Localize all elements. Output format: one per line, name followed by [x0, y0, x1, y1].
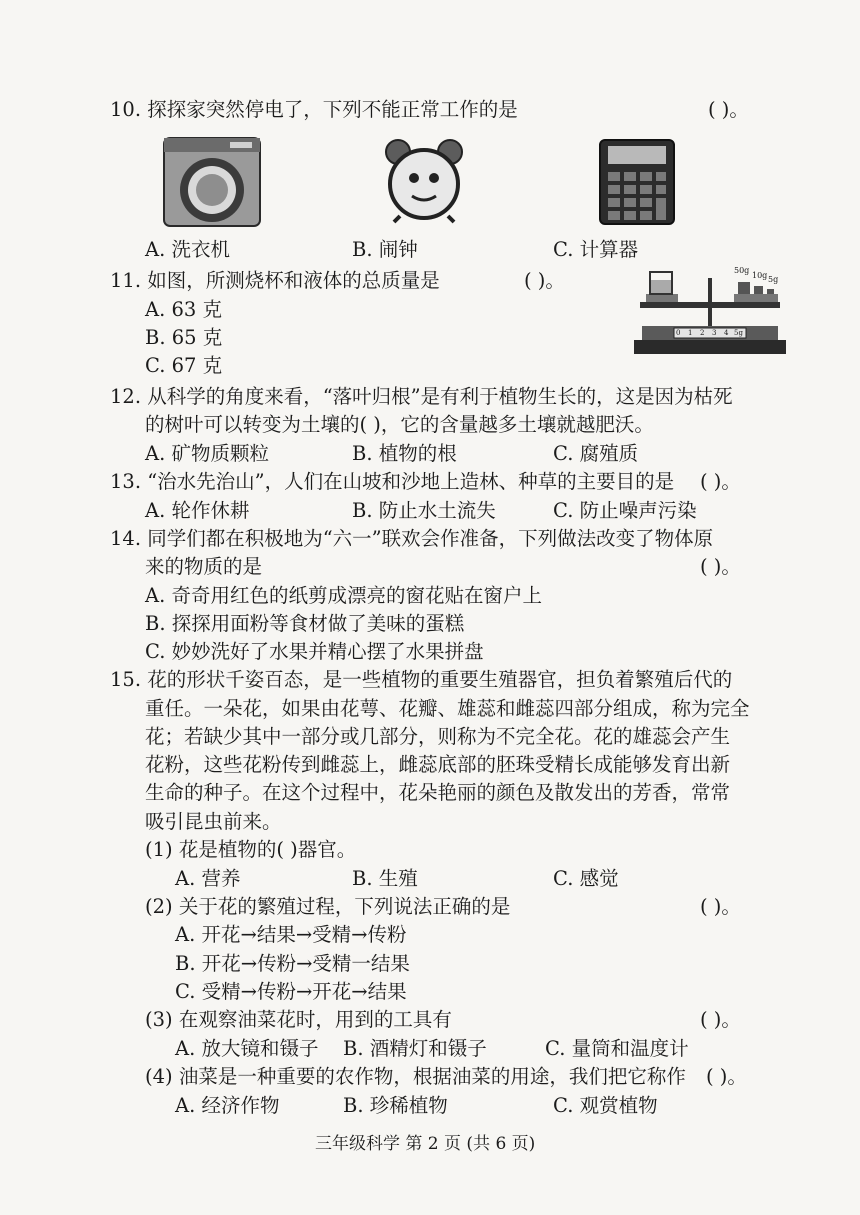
q10-option-b: B. 闹钟: [352, 238, 418, 261]
scale-tick-5g: 5g: [734, 329, 743, 337]
scale-tick-1: 1: [688, 329, 693, 337]
q15-sub4-option-c: C. 观赏植物: [553, 1094, 658, 1117]
q13-option-c: C. 防止噪声污染: [553, 499, 697, 522]
q15-sub4-option-b: B. 珍稀植物: [343, 1094, 448, 1117]
q13-option-a: A. 轮作休耕: [145, 499, 250, 522]
q15-sub4-stem: (4) 油菜是一种重要的农作物，根据油菜的用途，我们把它称作: [145, 1065, 686, 1088]
weight-label-10g: 10g: [752, 271, 768, 280]
q14-answer-paren: ( )。: [700, 555, 741, 578]
q15-sub1-option-b: B. 生殖: [352, 867, 418, 890]
q10-option-c: C. 计算器: [553, 238, 639, 261]
q12-option-a: A. 矿物质颗粒: [145, 442, 269, 465]
q11-option-c: C. 67 克: [145, 354, 223, 377]
q11-stem: 11. 如图，所测烧杯和液体的总质量是: [110, 269, 440, 292]
q15-sub3-option-a: A. 放大镜和镊子: [175, 1037, 319, 1060]
scale-tick-3: 3: [712, 329, 717, 337]
q10-answer-paren: ( )。: [708, 98, 749, 121]
q14-line-2: 来的物质的是: [145, 555, 263, 578]
q15-sub3-option-c: C. 量筒和温度计: [545, 1037, 689, 1060]
q15-sub4-option-a: A. 经济作物: [175, 1094, 280, 1117]
scale-tick-0: 0: [676, 329, 681, 337]
alarm-clock-icon: [380, 138, 468, 224]
q15-sub1-option-a: A. 营养: [175, 867, 241, 890]
q14-line-1: 14. 同学们都在积极地为“六一”联欢会作准备，下列做法改变了物体原: [110, 527, 714, 550]
q15-sub3-answer-paren: ( )。: [700, 1008, 741, 1031]
q15-sub1-option-c: C. 感觉: [553, 867, 619, 890]
q12-option-c: C. 腐殖质: [553, 442, 639, 465]
q15-sub2-answer-paren: ( )。: [700, 895, 741, 918]
scale-tick-4: 4: [724, 329, 729, 337]
q15-sub1-stem: (1) 花是植物的( )器官。: [145, 838, 357, 861]
q14-option-a: A. 奇奇用红色的纸剪成漂亮的窗花贴在窗户上: [145, 584, 542, 607]
q15-passage-line-5: 生命的种子。在这个过程中，花朵艳丽的颜色及散发出的芳香，常常: [145, 781, 731, 804]
q13-answer-paren: ( )。: [700, 470, 741, 493]
q15-passage-line-6: 吸引昆虫前来。: [145, 810, 282, 833]
q15-sub3-option-b: B. 酒精灯和镊子: [343, 1037, 487, 1060]
q15-passage-line-3: 花；若缺少其中一部分或几部分，则称为不完全花。花的雄蕊会产生: [145, 725, 731, 748]
q13-option-b: B. 防止水土流失: [352, 499, 496, 522]
q15-passage-line-2: 重任。一朵花，如果由花萼、花瓣、雄蕊和雌蕊四部分组成，称为完全: [145, 697, 750, 720]
q15-sub2-option-c: C. 受精→传粉→开花→结果: [175, 980, 407, 1003]
q10-stem: 10. 探探家突然停电了，下列不能正常工作的是: [110, 98, 518, 121]
calculator-icon: [598, 138, 676, 226]
q15-sub4-answer-paren: ( )。: [706, 1065, 747, 1088]
q15-passage-line-4: 花粉，这些花粉传到雌蕊上，雌蕊底部的胚珠受精长成能够发育出新: [145, 753, 731, 776]
q14-option-b: B. 探探用面粉等食材做了美味的蛋糕: [145, 612, 465, 635]
q10-option-a: A. 洗衣机: [145, 238, 230, 261]
q15-sub2-option-b: B. 开花→传粉→受精一结果: [175, 952, 410, 975]
q12-line-2: 的树叶可以转变为土壤的( )，它的含量越多土壤就越肥沃。: [145, 413, 654, 436]
q12-option-b: B. 植物的根: [352, 442, 457, 465]
q15-sub2-option-a: A. 开花→结果→受精→传粉: [175, 923, 407, 946]
q15-sub2-stem: (2) 关于花的繁殖过程，下列说法正确的是: [145, 895, 511, 918]
q12-line-1: 12. 从科学的角度来看，“落叶归根”是有利于植物生长的，这是因为枯死: [110, 385, 733, 408]
weight-label-5g: 5g: [768, 275, 779, 284]
q14-option-c: C. 妙妙洗好了水果并精心摆了水果拼盘: [145, 640, 484, 663]
weight-label-50g: 50g: [734, 266, 750, 275]
q11-option-a: A. 63 克: [145, 298, 222, 321]
washing-machine-icon: [160, 136, 264, 228]
q15-passage-line-1: 15. 花的形状千姿百态，是一些植物的重要生殖器官，担负着繁殖后代的: [110, 668, 733, 691]
q11-answer-paren: ( )。: [524, 269, 565, 292]
q11-option-b: B. 65 克: [145, 326, 223, 349]
scale-tick-2: 2: [700, 329, 705, 337]
page-footer: 三年级科学 第 2 页 (共 6 页): [315, 1134, 536, 1154]
q13-stem: 13. “治水先治山”，人们在山坡和沙地上造林、种草的主要目的是: [110, 470, 675, 493]
q15-sub3-stem: (3) 在观察油菜花时，用到的工具有: [145, 1008, 452, 1031]
